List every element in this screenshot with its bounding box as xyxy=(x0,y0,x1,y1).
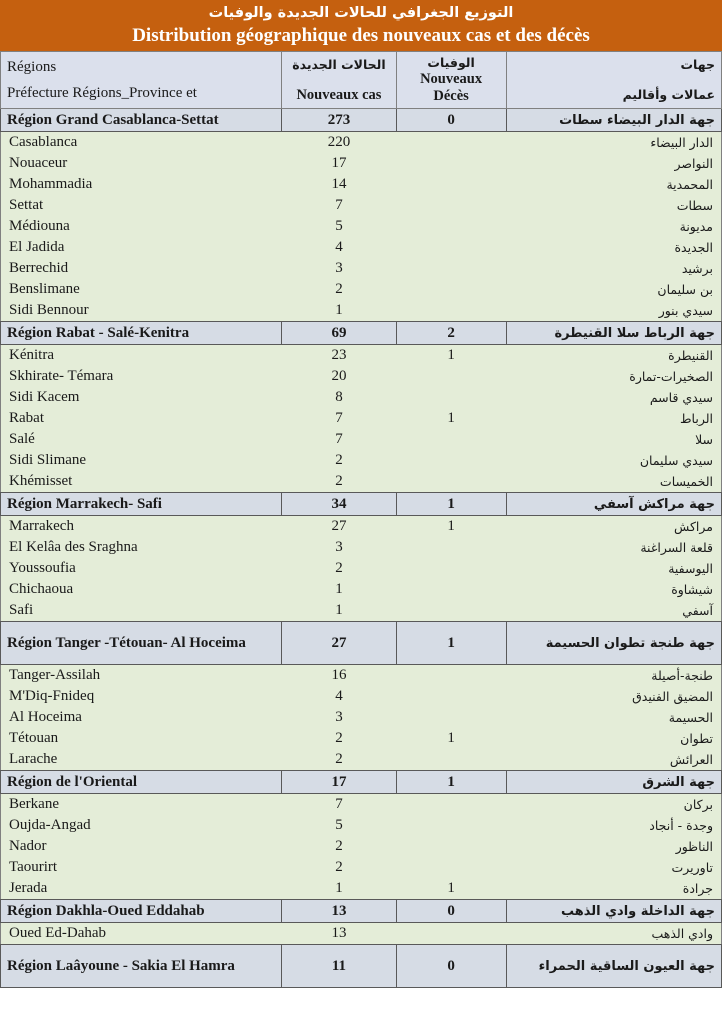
province-new-cases: 2 xyxy=(282,857,396,878)
province-name-french: Youssoufia xyxy=(1,558,282,579)
province-name-arabic: الخميسات xyxy=(506,471,721,493)
province-name-french: El Kelâa des Sraghna xyxy=(1,537,282,558)
province-name-arabic: سيدي سليمان xyxy=(506,450,721,471)
province-name-french: Settat xyxy=(1,195,282,216)
province-row xyxy=(1,728,722,749)
region-new-cases: 11 xyxy=(282,945,396,988)
province-new-deaths xyxy=(396,749,506,771)
province-row xyxy=(1,408,722,429)
province-name-french: Sidi Slimane xyxy=(1,450,282,471)
page-title-french: Distribution géographique des nouveaux cas et des décès xyxy=(132,25,590,46)
region-name-french: Région Rabat - Salé-Kenitra xyxy=(1,322,282,345)
page-title-arabic: التوزيع الجغرافي للحالات الجديدة والوفيات xyxy=(208,5,514,21)
region-name-french: Région Dakhla-Oued Eddahab xyxy=(1,900,282,923)
province-new-cases: 3 xyxy=(282,258,396,279)
province-new-cases: 1 xyxy=(282,878,396,900)
header-arabic-regions-line2: عمالات وأقاليم xyxy=(622,87,715,102)
province-row xyxy=(1,579,722,600)
province-new-cases: 7 xyxy=(282,794,396,816)
region-new-cases: 17 xyxy=(282,771,396,794)
province-name-french: El Jadida xyxy=(1,237,282,258)
header-cell-regions xyxy=(1,52,282,109)
province-new-cases: 16 xyxy=(282,665,396,687)
province-name-french: Rabat xyxy=(1,408,282,429)
province-name-french: Nador xyxy=(1,836,282,857)
province-name-french: Kénitra xyxy=(1,345,282,367)
province-name-french: Safi xyxy=(1,600,282,622)
region-new-cases: 27 xyxy=(282,622,396,665)
province-new-deaths xyxy=(396,686,506,707)
province-name-arabic: قلعة السراغنة xyxy=(506,537,721,558)
region-new-cases: 69 xyxy=(282,322,396,345)
province-new-deaths xyxy=(396,132,506,154)
region-name-french: Région Marrakech- Safi xyxy=(1,493,282,516)
province-name-french: Jerada xyxy=(1,878,282,900)
province-name-arabic: مديونة xyxy=(506,216,721,237)
province-name-arabic: العرائش xyxy=(506,749,721,771)
province-row xyxy=(1,195,722,216)
title-banner xyxy=(0,0,722,51)
province-name-french: Tétouan xyxy=(1,728,282,749)
region-name-arabic: جهة الداخلة وادي الذهب xyxy=(506,900,721,923)
province-new-deaths xyxy=(396,558,506,579)
province-new-deaths xyxy=(396,258,506,279)
province-new-deaths xyxy=(396,579,506,600)
province-new-cases: 13 xyxy=(282,923,396,945)
province-name-french: Al Hoceima xyxy=(1,707,282,728)
province-row xyxy=(1,516,722,538)
province-new-deaths xyxy=(396,836,506,857)
province-row xyxy=(1,471,722,493)
province-new-cases: 8 xyxy=(282,387,396,408)
province-name-french: Benslimane xyxy=(1,279,282,300)
province-name-arabic: شيشاوة xyxy=(506,579,721,600)
region-new-deaths: 2 xyxy=(396,322,506,345)
province-name-french: M'Diq-Fnideq xyxy=(1,686,282,707)
province-row xyxy=(1,836,722,857)
province-row xyxy=(1,132,722,154)
province-name-french: Berkane xyxy=(1,794,282,816)
province-name-arabic: المضيق الفنيدق xyxy=(506,686,721,707)
province-name-arabic: سيدي قاسم xyxy=(506,387,721,408)
province-name-french: Sidi Bennour xyxy=(1,300,282,322)
province-new-cases: 4 xyxy=(282,237,396,258)
province-row xyxy=(1,429,722,450)
province-new-cases: 17 xyxy=(282,153,396,174)
region-name-arabic: جهة طنجة تطوان الحسيمة xyxy=(506,622,721,665)
province-name-french: Sidi Kacem xyxy=(1,387,282,408)
province-name-french: Taourirt xyxy=(1,857,282,878)
province-new-cases: 2 xyxy=(282,471,396,493)
region-name-arabic: جهة العيون الساقية الحمراء xyxy=(506,945,721,988)
province-name-french: Berrechid xyxy=(1,258,282,279)
province-name-arabic: الرباط xyxy=(506,408,721,429)
province-new-cases: 4 xyxy=(282,686,396,707)
province-row xyxy=(1,665,722,687)
region-new-deaths: 1 xyxy=(396,771,506,794)
province-new-deaths xyxy=(396,600,506,622)
province-name-french: Nouaceur xyxy=(1,153,282,174)
header-cases-french: Nouveaux cas xyxy=(296,86,382,103)
province-new-cases: 5 xyxy=(282,815,396,836)
province-new-cases: 23 xyxy=(282,345,396,367)
province-new-cases: 14 xyxy=(282,174,396,195)
province-new-deaths xyxy=(396,300,506,322)
header-cell-new-deaths xyxy=(396,52,506,109)
province-new-deaths xyxy=(396,153,506,174)
province-new-deaths xyxy=(396,216,506,237)
province-name-arabic: بركان xyxy=(506,794,721,816)
region-name-french: Région Tanger -Tétouan- Al Hoceima xyxy=(1,622,282,665)
province-new-cases: 7 xyxy=(282,429,396,450)
province-new-deaths: 1 xyxy=(396,728,506,749)
province-name-french: Marrakech xyxy=(1,516,282,538)
province-name-french: Mohammadia xyxy=(1,174,282,195)
province-name-arabic: الناظور xyxy=(506,836,721,857)
header-deaths-french-line2: Décès xyxy=(433,88,469,104)
province-row xyxy=(1,258,722,279)
region-name-french: Région Laâyoune - Sakia El Hamra xyxy=(1,945,282,988)
region-new-deaths: 1 xyxy=(396,493,506,516)
province-row xyxy=(1,450,722,471)
province-new-cases: 2 xyxy=(282,728,396,749)
province-new-deaths: 1 xyxy=(396,516,506,538)
province-name-french: Salé xyxy=(1,429,282,450)
province-new-deaths xyxy=(396,387,506,408)
province-new-cases: 2 xyxy=(282,558,396,579)
province-new-cases: 1 xyxy=(282,600,396,622)
region-new-cases: 13 xyxy=(282,900,396,923)
province-new-cases: 7 xyxy=(282,408,396,429)
region-summary-row xyxy=(1,493,722,516)
province-name-french: Oujda-Angad xyxy=(1,815,282,836)
province-new-cases: 20 xyxy=(282,366,396,387)
province-new-deaths xyxy=(396,857,506,878)
province-row xyxy=(1,537,722,558)
province-row xyxy=(1,857,722,878)
region-name-arabic: جهة الرباط سلا القنيطرة xyxy=(506,322,721,345)
province-row xyxy=(1,387,722,408)
province-new-cases: 7 xyxy=(282,195,396,216)
province-new-deaths xyxy=(396,237,506,258)
province-name-arabic: وادي الذهب xyxy=(506,923,721,945)
region-summary-row xyxy=(1,771,722,794)
province-new-cases: 5 xyxy=(282,216,396,237)
province-name-arabic: آسفي xyxy=(506,600,721,622)
province-new-deaths xyxy=(396,471,506,493)
region-name-arabic: جهة الدار البيضاء سطات xyxy=(506,109,721,132)
province-new-cases: 3 xyxy=(282,707,396,728)
province-new-deaths: 1 xyxy=(396,408,506,429)
province-new-deaths xyxy=(396,450,506,471)
province-row xyxy=(1,686,722,707)
header-cell-arabic-regions xyxy=(506,52,721,109)
table-header-row xyxy=(1,52,722,109)
province-row xyxy=(1,300,722,322)
province-new-cases: 2 xyxy=(282,749,396,771)
header-regions-line2: Préfecture Régions_Province et xyxy=(7,84,197,101)
province-row xyxy=(1,815,722,836)
province-name-french: Oued Ed-Dahab xyxy=(1,923,282,945)
province-new-deaths xyxy=(396,923,506,945)
province-name-arabic: طنجة-أصيلة xyxy=(506,665,721,687)
province-name-arabic: جرادة xyxy=(506,878,721,900)
province-row xyxy=(1,749,722,771)
province-name-arabic: الجديدة xyxy=(506,237,721,258)
province-new-deaths xyxy=(396,537,506,558)
province-new-deaths: 1 xyxy=(396,345,506,367)
province-row xyxy=(1,153,722,174)
province-name-french: Chichaoua xyxy=(1,579,282,600)
province-new-cases: 27 xyxy=(282,516,396,538)
province-name-arabic: بن سليمان xyxy=(506,279,721,300)
province-name-arabic: الحسيمة xyxy=(506,707,721,728)
province-new-deaths xyxy=(396,707,506,728)
province-name-arabic: النواصر xyxy=(506,153,721,174)
header-cell-new-cases xyxy=(282,52,396,109)
province-name-arabic: وجدة - أنجاد xyxy=(506,815,721,836)
province-row xyxy=(1,600,722,622)
province-new-deaths xyxy=(396,665,506,687)
province-name-arabic: الصخيرات-تمارة xyxy=(506,366,721,387)
province-name-arabic: اليوسفية xyxy=(506,558,721,579)
region-name-arabic: جهة الشرق xyxy=(506,771,721,794)
region-name-french: Région Grand Casablanca-Settat xyxy=(1,109,282,132)
province-name-french: Tanger-Assilah xyxy=(1,665,282,687)
province-name-arabic: مراكش xyxy=(506,516,721,538)
region-new-cases: 273 xyxy=(282,109,396,132)
province-row xyxy=(1,237,722,258)
province-row xyxy=(1,794,722,816)
region-new-deaths: 0 xyxy=(396,945,506,988)
province-name-french: Skhirate- Témara xyxy=(1,366,282,387)
province-name-arabic: سيدي بنور xyxy=(506,300,721,322)
region-summary-row xyxy=(1,109,722,132)
province-row xyxy=(1,279,722,300)
header-cases-arabic: الحالات الجديدة xyxy=(292,56,386,72)
province-name-french: Médiouna xyxy=(1,216,282,237)
province-name-arabic: القنيطرة xyxy=(506,345,721,367)
province-new-cases: 2 xyxy=(282,279,396,300)
region-summary-row xyxy=(1,900,722,923)
province-new-deaths xyxy=(396,195,506,216)
province-name-french: Casablanca xyxy=(1,132,282,154)
region-new-deaths: 0 xyxy=(396,109,506,132)
province-new-deaths xyxy=(396,794,506,816)
header-arabic-regions-line1: جهات xyxy=(680,57,715,72)
region-summary-row xyxy=(1,322,722,345)
province-name-french: Khémisset xyxy=(1,471,282,493)
province-new-deaths xyxy=(396,279,506,300)
province-new-cases: 2 xyxy=(282,836,396,857)
province-new-cases: 1 xyxy=(282,300,396,322)
province-row xyxy=(1,558,722,579)
region-new-deaths: 1 xyxy=(396,622,506,665)
province-new-cases: 1 xyxy=(282,579,396,600)
region-new-cases: 34 xyxy=(282,493,396,516)
province-name-arabic: سلا xyxy=(506,429,721,450)
region-new-deaths: 0 xyxy=(396,900,506,923)
province-new-deaths: 1 xyxy=(396,878,506,900)
province-new-deaths xyxy=(396,366,506,387)
province-row xyxy=(1,216,722,237)
province-name-arabic: الدار البيضاء xyxy=(506,132,721,154)
province-new-cases: 220 xyxy=(282,132,396,154)
province-row xyxy=(1,707,722,728)
region-summary-row xyxy=(1,945,722,988)
region-name-french: Région de l'Oriental xyxy=(1,771,282,794)
province-new-cases: 2 xyxy=(282,450,396,471)
header-deaths-french-line1: Nouveaux xyxy=(420,71,483,87)
province-name-arabic: المحمدية xyxy=(506,174,721,195)
province-name-arabic: برشيد xyxy=(506,258,721,279)
province-row xyxy=(1,923,722,945)
province-name-arabic: سطات xyxy=(506,195,721,216)
province-name-french: Larache xyxy=(1,749,282,771)
region-name-arabic: جهة مراكش آسفي xyxy=(506,493,721,516)
province-new-deaths xyxy=(396,429,506,450)
header-deaths-arabic: الوفيات xyxy=(427,55,475,70)
province-row xyxy=(1,366,722,387)
province-new-deaths xyxy=(396,815,506,836)
province-row xyxy=(1,345,722,367)
province-name-arabic: تطوان xyxy=(506,728,721,749)
geographic-distribution-table xyxy=(0,51,722,988)
region-summary-row xyxy=(1,622,722,665)
province-row xyxy=(1,878,722,900)
province-name-arabic: تاوريرت xyxy=(506,857,721,878)
province-new-deaths xyxy=(396,174,506,195)
province-row xyxy=(1,174,722,195)
province-new-cases: 3 xyxy=(282,537,396,558)
header-regions-line1: Régions xyxy=(7,58,57,75)
